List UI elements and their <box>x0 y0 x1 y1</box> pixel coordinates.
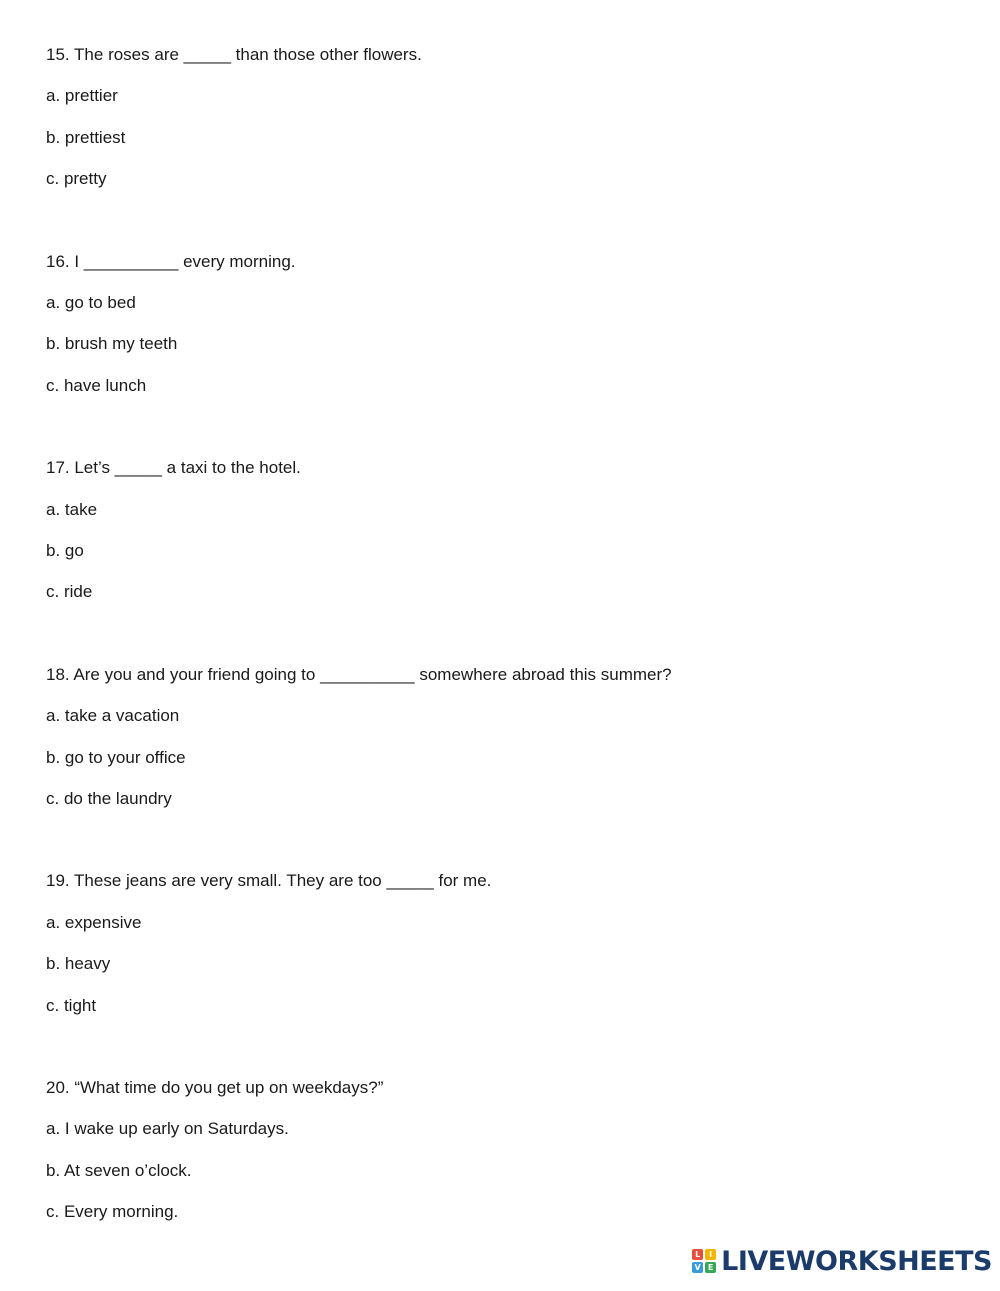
option-a[interactable]: a. take a vacation <box>46 706 180 726</box>
option-b[interactable]: b. prettiest <box>46 127 126 147</box>
option-c[interactable]: c. ride <box>46 582 93 602</box>
liveworksheets-logo-icon <box>692 1249 716 1273</box>
option-b[interactable]: b. brush my teeth <box>46 334 178 354</box>
question-19 <box>46 871 946 1078</box>
question-17 <box>46 458 946 665</box>
option-b[interactable]: b. go <box>46 540 84 560</box>
option-c[interactable]: c. Every morning. <box>46 1202 179 1222</box>
option-a[interactable]: a. prettier <box>46 86 118 106</box>
worksheet <box>46 45 946 1285</box>
question-prompt: 15. The roses are _____ than those other flowers. <box>46 45 422 64</box>
liveworksheets-logo <box>692 1245 992 1277</box>
option-c[interactable]: c. pretty <box>46 169 107 189</box>
question-18 <box>46 665 946 872</box>
question-prompt: 17. Let’s _____ a taxi to the hotel. <box>46 458 301 478</box>
question-prompt: 20. “What time do you get up on weekdays?” <box>46 1077 384 1097</box>
option-a[interactable]: a. I wake up early on Saturdays. <box>46 1119 289 1139</box>
logo-text: LIVEWORKSHEETS <box>721 1245 992 1277</box>
logo-mark-v: V <box>692 1262 703 1273</box>
question-prompt: 19. These jeans are very small. They are too _____ for me. <box>46 871 492 891</box>
logo-mark-i: I <box>705 1249 716 1260</box>
option-a[interactable]: a. expensive <box>46 912 142 932</box>
option-c[interactable]: c. do the laundry <box>46 788 172 808</box>
question-15 <box>46 45 946 252</box>
question-prompt: 18. Are you and your friend going to __________ somewhere abroad this summer? <box>46 664 672 684</box>
logo-mark-e: E <box>705 1262 716 1273</box>
option-b[interactable]: b. At seven o’clock. <box>46 1160 192 1180</box>
question-16 <box>46 252 946 459</box>
option-b[interactable]: b. heavy <box>46 954 111 974</box>
option-c[interactable]: c. tight <box>46 995 97 1015</box>
option-c[interactable]: c. have lunch <box>46 375 147 395</box>
option-b[interactable]: b. go to your office <box>46 747 186 767</box>
logo-mark-l: L <box>692 1249 703 1260</box>
option-a[interactable]: a. take <box>46 499 98 519</box>
question-prompt: 16. I __________ every morning. <box>46 251 296 271</box>
option-a[interactable]: a. go to bed <box>46 292 136 312</box>
